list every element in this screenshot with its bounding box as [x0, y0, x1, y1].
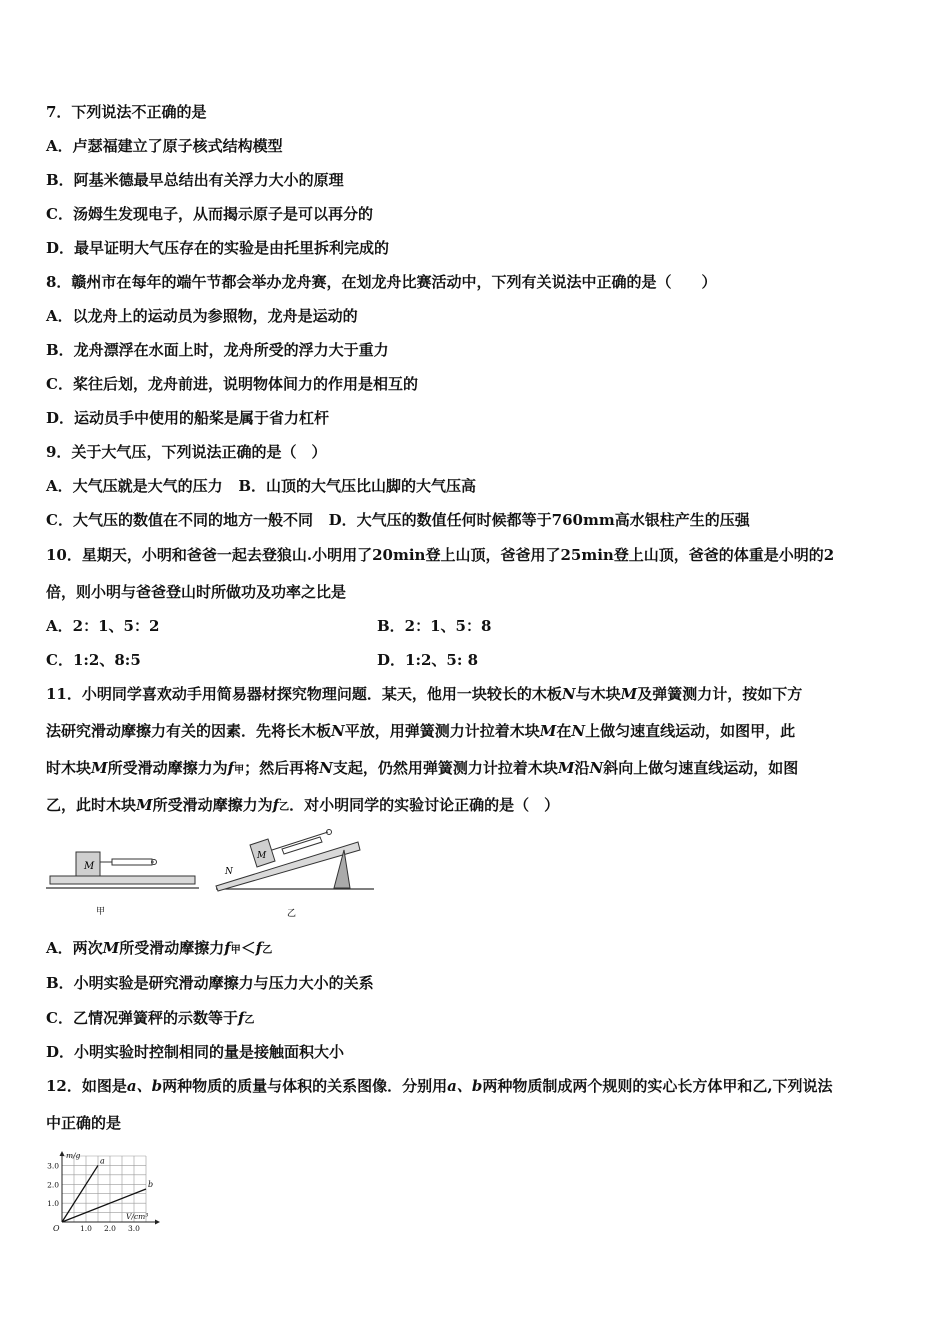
block-m-label-yi: M: [257, 851, 267, 861]
q9-options-ab: [46, 476, 910, 496]
q8-option-c: C．桨往后划，龙舟前进，说明物体间力的作用是相互的: [46, 375, 418, 393]
q9-options-cd: [46, 510, 910, 530]
q11-option-d: D．小明实验时控制相同的量是接触面积大小: [46, 1043, 345, 1061]
q10-options-cd: [46, 650, 910, 670]
x-axis-arrow: [155, 1220, 160, 1225]
q7-option-c: C．汤姆生发现电子，从而揭示原子是可以再分的: [46, 205, 373, 223]
series-label-a: a: [100, 1156, 105, 1166]
question-10-stem-line1: 10．星期天，小明和爸爸一起去登狼山.小明用了20min登上山顶，爸爸用了25min登上山顶，爸爸的体重是小明的2: [46, 546, 835, 564]
question-7-stem: 7．下列说法不正确的是: [46, 103, 207, 121]
caption-yi: 乙: [287, 909, 297, 919]
x-tick-label: 3.0: [128, 1224, 140, 1233]
q11-option-b: B．小明实验是研究滑动摩擦力与压力大小的关系: [46, 974, 374, 992]
q9-option-a: A．大气压就是大气的压力: [46, 477, 223, 495]
q7-option-b: B．阿基米德最早总结出有关浮力大小的原理: [46, 171, 344, 189]
diagram-jia: [46, 852, 199, 917]
x-tick-label: 2.0: [104, 1224, 116, 1233]
caption-jia: 甲: [96, 907, 106, 917]
block-m-label-jia: M: [84, 861, 95, 872]
y-tick-label: 3.0: [47, 1161, 59, 1171]
question-8-stem: 8．赣州市在每年的端午节都会举办龙舟赛，在划龙舟比赛活动中，下列有关说法中正确的是（ ）: [46, 273, 717, 291]
q8-option-b: B．龙舟漂浮在水面上时，龙舟所受的浮力大于重力: [46, 341, 389, 359]
q9-option-c: C．大气压的数值在不同的地方一般不同: [46, 511, 313, 529]
q9-option-d: D．大气压的数值任何时候都等于760mm高水银柱产生的压强: [328, 511, 750, 529]
q10-option-b: B．2：1、5：8: [377, 617, 492, 635]
q11-option-c: C．乙情况弹簧秤的示数等于f乙: [46, 1009, 255, 1027]
origin-label: O: [53, 1224, 60, 1233]
spring-scale-body-yi: [282, 837, 322, 854]
question-12-stem-line2: 中正确的是: [46, 1114, 122, 1132]
y-tick-label: 1.0: [47, 1199, 59, 1209]
q10-option-a: A．2：1、5：2: [46, 617, 160, 635]
mass-volume-chart: [42, 1148, 164, 1236]
question-10-stem-line2: 倍，则小明与爸爸登山时所做功及功率之比是: [46, 583, 347, 601]
q10-options-ab: [46, 616, 910, 636]
question-11-stem-line2: 法研究滑动摩擦力有关的因素．先将长木板N平放，用弹簧测力计拉着木块M在N上做匀速直线运动，如图甲，此: [46, 722, 796, 740]
y-axis-arrow: [60, 1151, 65, 1156]
question-12-stem-line1: 12．如图是a、b两种物质的质量与体积的关系图像．分别用a、b两种物质制成两个规则的实心长方体甲和乙,下列说法: [46, 1077, 833, 1095]
diagram-yi: [216, 830, 374, 920]
question-9-stem: 9．关于大气压，下列说法正确的是（ ）: [46, 443, 327, 461]
question-11-stem-line1: 11．小明同学喜欢动手用简易器材探究物理问题．某天，他用一块较长的木板N与木块M及弹簧测力计，按如下方: [46, 685, 803, 703]
y-axis-label: m/g: [66, 1151, 81, 1160]
q7-option-d: D．最早证明大气压存在的实验是由托里拆利完成的: [46, 239, 390, 257]
board-flat: [50, 876, 195, 884]
q7-option-a: A．卢瑟福建立了原子核式结构模型: [46, 137, 283, 155]
series-label-b: b: [148, 1180, 154, 1189]
x-tick-label: 1.0: [80, 1224, 92, 1233]
question-11-stem-line4: 乙，此时木块M所受滑动摩擦力为f乙．对小明同学的实验讨论正确的是（ ）: [46, 796, 560, 814]
board-n-label: N: [225, 867, 233, 877]
question-11-stem-line3: 时木块M所受滑动摩擦力为f甲；然后再将N支起，仍然用弹簧测力计拉着木块M沿N斜向上做匀速直线运动，如图: [46, 759, 799, 777]
x-axis-label: V/cm³: [126, 1212, 149, 1221]
q10-option-d: D．1:2、5: 8: [377, 651, 479, 669]
q10-option-c: C．1:2、8:5: [46, 651, 141, 669]
q9-option-b: B．山顶的大气压比山脚的大气压高: [238, 477, 476, 495]
friction-experiment-diagram: [44, 828, 374, 928]
y-tick-label: 2.0: [47, 1180, 59, 1190]
spring-scale-body-jia: [112, 859, 152, 865]
q8-option-d: D．运动员手中使用的船桨是属于省力杠杆: [46, 409, 330, 427]
q8-option-a: A．以龙舟上的运动员为参照物，龙舟是运动的: [46, 307, 358, 325]
q11-option-a: A．两次M所受滑动摩擦力f甲＜f乙: [46, 939, 273, 957]
